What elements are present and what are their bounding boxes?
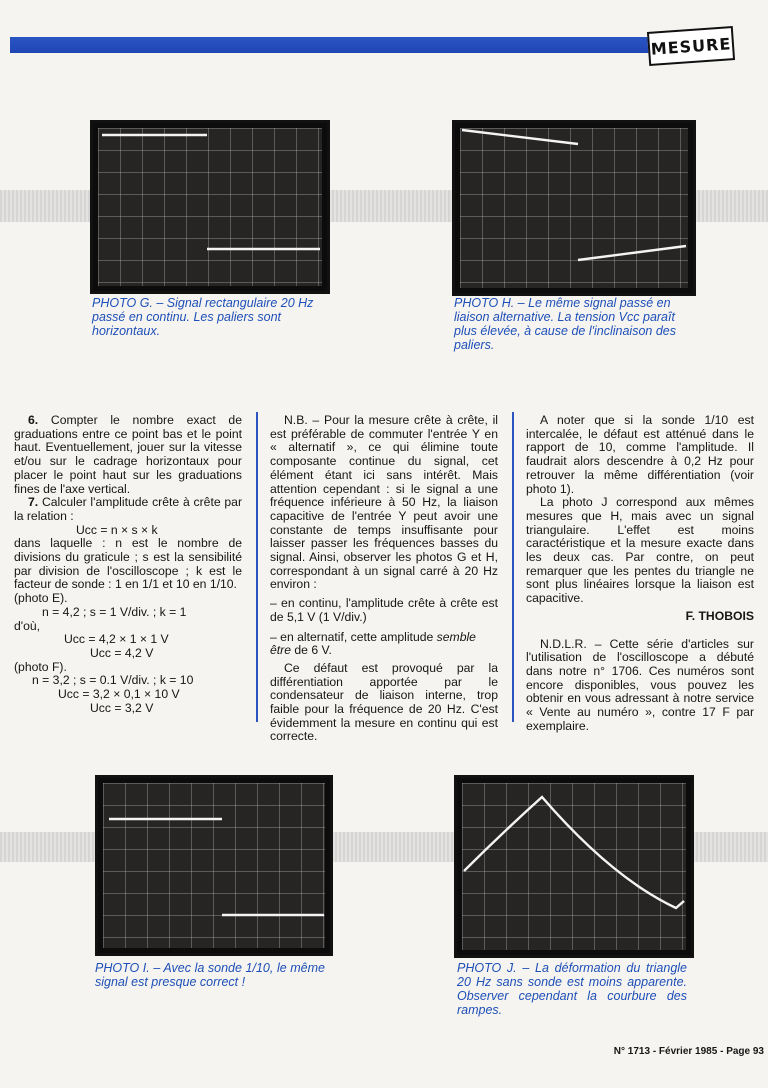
example-f-result: Ucc = 3,2 V xyxy=(90,700,154,715)
example-f-values: n = 3,2 ; s = 0.1 V/div. ; k = 10 xyxy=(32,673,194,688)
caption-photo-g: PHOTO G. – Signal rectangulaire 20 Hz passé en continu. Les paliers sont horizontaux. xyxy=(92,296,314,338)
example-e-values: n = 4,2 ; s = 1 V/div. ; k = 1 xyxy=(42,604,187,619)
photo-f-label: (photo F). xyxy=(14,659,67,674)
dou-label: d'où, xyxy=(14,618,41,633)
page-footer: N° 1713 - Février 1985 - Page 93 xyxy=(613,1046,764,1057)
photo-i xyxy=(95,775,333,956)
column-rule-1 xyxy=(256,412,258,722)
trace-square-probe xyxy=(103,783,325,948)
photo-g xyxy=(90,120,330,294)
photo-e-label: (photo E). xyxy=(14,591,68,606)
text-column-1 xyxy=(14,414,242,715)
shading-strip-left xyxy=(0,190,90,222)
photo-h xyxy=(452,120,696,296)
text-column-3 xyxy=(526,414,754,733)
section-logo: MESURE xyxy=(647,26,735,66)
step-7: 7. Calculer l'amplitude crête à crête par la relation : xyxy=(14,495,242,523)
trace-square-ac xyxy=(460,128,688,288)
step-6: 6. Compter le nombre exact de graduations entre ce point bas et le point haut. Eventuellement, jouer sur la vitesse et/ou sur le cadrage horizontaux pour placer le point haut sur les graduations fines de l'axe vertical. xyxy=(14,413,242,496)
photo-j xyxy=(454,775,694,958)
shading-strip-bottom-left xyxy=(0,832,95,862)
nb-paragraph: N.B. – Pour la mesure crête à crête, il est préférable de commuter l'entrée Y en « alternatif », ce qui élimine toute composante continue du signal, cet élément étant ici sans intérêt. Mais attention cependant : si le signal a une fréquence inférieure à 50 Hz, la liaison capacitive de l'entrée Y peut avoir une constante de temps insuffisante pour laisser passer les fréquences basses du signal. Ainsi, observer les photos G et H, correspondant à un signal carré à 20 Hz environ : xyxy=(270,413,498,592)
header-band xyxy=(10,37,650,53)
sonde-paragraph: A noter que si la sonde 1/10 est intercalée, le défaut est atténué dans le rapport de 10, comme l'amplitude. Il faudrait alors descendre à 0,2 Hz pour retrouver la même différentiation (voir photo 1). xyxy=(526,413,754,496)
list-item-alternatif: – en alternatif, cette amplitude semble être de 6 V. xyxy=(270,629,476,658)
shading-strip-bottom-right xyxy=(688,832,768,862)
photo-j-paragraph: La photo J correspond aux mêmes mesures que H, mais avec un signal triangulaire. L'effet est moins caractéristique et la mesure exacte dans les deux cas. Par contre, on peut remarquer que les pentes du triangle ne sont plus linéaires lorsque la liaison est capacitive. xyxy=(526,495,754,606)
example-e-calc: Ucc = 4,2 × 1 × 1 V xyxy=(64,632,169,647)
example-e-result: Ucc = 4,2 V xyxy=(90,645,154,660)
formula: Ucc = n × s × k xyxy=(76,522,158,537)
caption-photo-j: PHOTO J. – La déformation du triangle 20 Hz sans sonde est moins apparente. Observer cependant la courbure des rampes. xyxy=(457,961,687,1017)
example-f-calc: Ucc = 3,2 × 0,1 × 10 V xyxy=(58,687,180,702)
column-rule-2 xyxy=(512,412,514,722)
defaut-paragraph: Ce défaut est provoqué par la différentiation apportée par le condensateur de liaison interne, trop faible pour la fréquence de 20 Hz. C'est évidemment la mesure en continu qui est correcte. xyxy=(270,660,498,744)
author: F. THOBOIS xyxy=(685,608,754,623)
caption-photo-i: PHOTO I. – Avec la sonde 1/10, le même signal est presque correct ! xyxy=(95,961,325,989)
list-item-continu: – en continu, l'amplitude crête à crête est de 5,1 V (1 V/div.) xyxy=(270,596,498,624)
trace-square-dc xyxy=(98,128,322,286)
trace-triangle xyxy=(462,783,686,950)
shading-strip-bottom-middle xyxy=(327,832,454,862)
caption-photo-h: PHOTO H. – Le même signal passé en liaison alternative. La tension Vcc paraît plus élevée, à cause de l'inclinaison des paliers. xyxy=(454,296,676,352)
shading-strip-right xyxy=(690,190,768,222)
text-column-2 xyxy=(270,414,498,744)
formula-description: dans laquelle : n est le nombre de divisions du graticule ; s est la sensibilité par division de l'oscilloscope ; k est le facteur de sonde : 1 en 1/1 et 10 en 1/10. xyxy=(14,536,242,592)
ndlr-paragraph: N.D.L.R. – Cette série d'articles sur l'utilisation de l'oscilloscope a débuté dans notre n° 1706. Ces numéros sont encore disponibles, vous pouvez les obtenir en vous adressant à notre service « Vente au numéro », contre 17 F par exemplaire. xyxy=(526,636,754,733)
shading-strip-middle xyxy=(324,190,452,222)
